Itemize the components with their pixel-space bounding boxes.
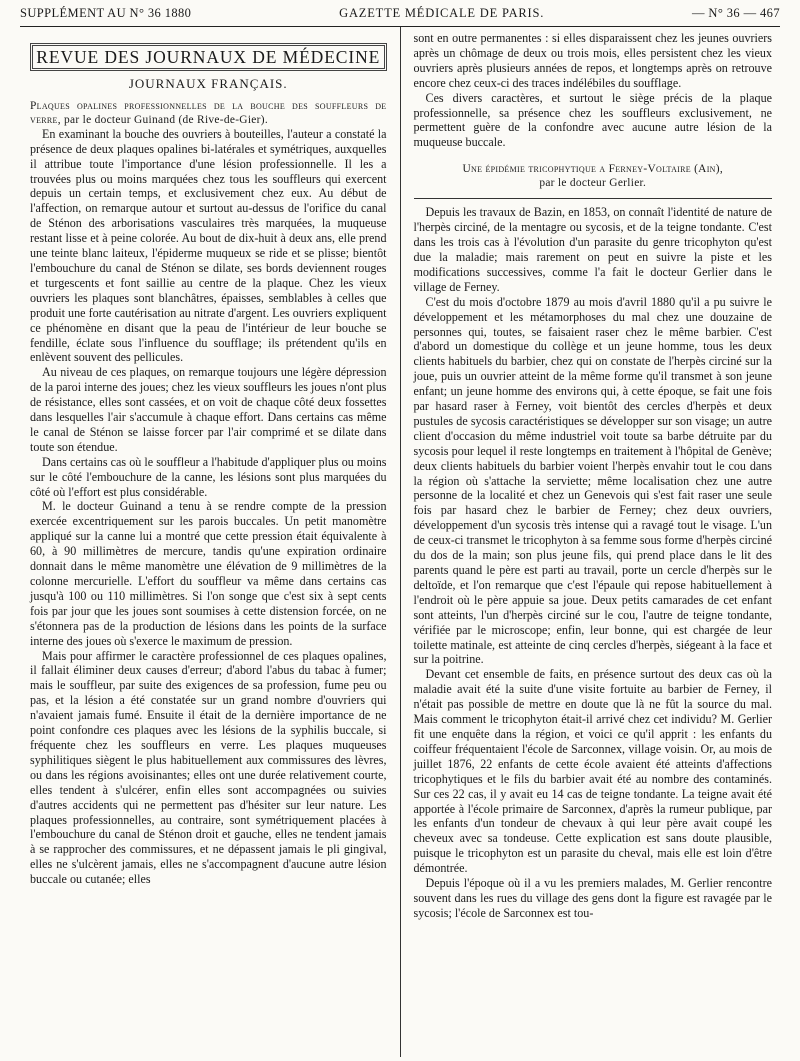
running-head <box>20 0 780 27</box>
article-separator <box>414 198 773 199</box>
section-masthead <box>30 43 387 71</box>
left-column <box>20 27 400 1057</box>
article-title-guinand <box>30 99 387 127</box>
article-author: par le docteur Guinand (de Rive-de-Gier). <box>60 113 268 126</box>
paragraph: C'est du mois d'octobre 1879 au mois d'avril 1880 qu'il a pu suivre le développement et les métamorphoses du mal chez une douzaine de personnes qui, toutes, se faisaient raser chez le même barbier. C'est d'abord un domestique du collège et un jeune homme, tous les deux clients habituels du barbier, chez qui on constate de l'herpès circiné sur la joue, puis un ouvrier atteint de la même forme qu'il transmet à son jeune enfant; un jeune homme des environs qui, à cette époque, se fait une fois par hasard raser à Ferney, voit bientôt des cercles d'herpès et deux pustules de sycosis caractéristiques se développer sur son visage; un autre client d'occasion du même industriel voit toute sa barbe détruite par du sycosis pour lequel il reste longtemps en traitement à l'hôpital de Genève; deux clients habituels du barbier voient l'herpès envahir tout le cou dans la région où s'attache la serviette; même localisation chez une autre personne de la localité et chez un Genevois qui s'est fait raser une seule fois par hasard chez le barbier de Ferney; chez deux ouvriers, développement d'un sycosis très intense qui a ravagé tout le visage. L'un de ceux-ci transmet le tricophyton à sa femme sous forme d'herpès circiné du dos de la main; son plus jeune fils, qui prend place dans le lit des parents quand le père est parti au travail, porte un cercle d'herpès sur le deltoïde, et l'on remarque que c'est l'épaule qui repose habituellement à l'endroit où le père appuie sa joue. Deux petits camarades de cet enfant sont atteints, l'un d'herpès circiné sur le cou, l'autre de teigne tondante, vérifiée par le microscope; enfin, leur bonne, qui est chargée de leur toilette matinale, est atteinte de cinq cercles d'herpès, siégeant à la face et sur la poitrine. <box>413 294 772 667</box>
article-title-text: Plaques opalines professionnelles de la bouche des souffleurs de verre, <box>30 99 387 126</box>
header-page-number: — N° 36 — 467 <box>692 5 780 20</box>
header-title: GAZETTE MÉDICALE DE PARIS. <box>339 5 545 20</box>
paragraph: Mais pour affirmer le caractère professionnel de ces plaques opalines, il fallait éliminer deux causes d'erreur; d'abord l'abus du tabac à fumer; mais le souffleur, par suite des exigences de sa profession, fume peu ou pas, et la lésion a été constatée sur un grand nombre d'ouvriers qui n'avaient jamais fumé. Ensuite il était de la dernière importance de ne point confondre ces plaques avec les lésions de la syphilis buccale, si fréquente chez les souffleurs en verre. Les plaques muqueuses syphilitiques siègent le plus habituellement aux commissures des lèvres, ou dans les régions avoisinantes; elles ont une durée relativement courte, elles tendent à s'ulcérer, enfin elles sont accompagnées ou suivies d'autres accidents qui ne permettent pas d'hésiter sur leur nature. Les plaques professionnelles, au contraire, sont symétriquement placées à l'embouchure du canal de Sténon droit et gauche, elles ne tendent jamais à se rapprocher des commissures, et ne dépassent jamais le pli gingival, elles ne s'ulcèrent jamais, elles ne s'accompagnent d'aucune autre lésion buccale ou cutanée; elles <box>30 648 387 887</box>
paragraph: Ces divers caractères, et surtout le siège précis de la plaque professionnelle, sa présence chez les souffleurs exclusivement, ne permettent guère de la confondre avec aucune autre lésion de la muqueuse buccale. <box>413 90 772 150</box>
section-subheading: JOURNAUX FRANÇAIS. <box>128 75 288 91</box>
paragraph: M. le docteur Guinand a tenu à se rendre compte de la pression exercée excentriquement sur les parois buccales. Un petit manomètre appliqué sur la canne lui a montré que cette pression était équivalente à 60, à 90 millimètres de mercure, tandis qu'une expiration ordinaire donnait dans le même manomètre une élévation de 9 millimètres de la colonne mercurielle. L'effort du souffleur va même dans certains cas jusqu'à 100 ou 110 millimètres. Si l'on songe que c'est six à sept cents fois par jour que les joues sont soumises à cette distension forcée, on ne s'étonnera pas de la production de lésions dans les points de la surface interne des joues où s'exerce le maximum de pression. <box>30 499 387 648</box>
two-column-body <box>20 27 780 1057</box>
article-title-text: Une épidémie tricophytique a Ferney-Voltaire (Ain), <box>462 163 723 176</box>
paragraph: En examinant la bouche des ouvriers à bouteilles, l'auteur a constaté la présence de deux plaques opalines bi-latérales et symétriques, auxquelles il attribue toute l'importance d'une lésion professionnelle. Il les a trouvées plus ou moins marquées chez tous les souffleurs qui exercent depuis un certain temps, et exclusivement chez eux. Au début de l'affection, on remarque autour et surtout au-dessus de l'orifice du canal de Sténon des arborisations vasculaires très marquées, la muqueuse restant lisse et à peine colorée. Au bout de dix-huit à deux ans, elle prend une teinte blanc laiteux, l'épiderme muqueux se ride et se plisse; bientôt l'embouchure du canal de Sténon se dilate, ses bords deviennent rouges et turgescents et font saillie au centre de la plaque. Chez les vieux ouvriers les plaques sont blanchâtres, épaisses, semblables à celles que produit une forte cautérisation au nitrate d'argent. Les ouvriers expliquent ce phénomène en disant que la peau de l'intérieur de leur bouche se fendille, éclate sous l'influence du soufflage; ils prétendent qu'ils en enlèvent souvent des pellicules. <box>30 126 387 365</box>
paragraph: Devant cet ensemble de faits, en présence surtout des deux cas où la maladie avait été la suite d'une visite fortuite au barbier de Ferney, il n'était pas possible de mettre en doute que là ne fût la source du mal. Mais comment le tricophyton était-il arrivé chez cet individu? M. Gerlier fit une enquête dans la région, et voici ce qu'il apprit : les enfants du coiffeur fréquentaient l'école de Sarconnex, village voisin. Or, au mois de juillet 1876, 22 enfants de cette école avaient été atteints d'affections tricophytiques et le fils du barbier avait été au nombre des contaminés. Sur ces 22 cas, il y avait eu 14 cas de teigne tondante. La teigne avait été apportée à l'école primaire de Sarconnex, d'après la rumeur publique, par les enfants d'un tondeur de chevaux à qui leur père avait coupé les cheveux avec sa tondeuse. Cette explication est sans doute plausible, puisque le tricophyton est un parasite du cheval, mais elle est loin d'être démontrée. <box>413 667 772 876</box>
header-left: SUPPLÉMENT AU N° 36 1880 <box>20 5 192 20</box>
masthead-title: REVUE DES JOURNAUX DE MÉDECINE <box>32 45 385 69</box>
right-column <box>401 27 781 1057</box>
paragraph: Depuis l'époque où il a vu les premiers malades, M. Gerlier rencontre souvent dans les rues du village des gens dont la figure est ravagée par le sycosis; l'école de Sarconnex est tou- <box>413 876 772 920</box>
article-author: par le docteur Gerlier. <box>539 177 647 190</box>
paragraph: Dans certains cas où le souffleur a l'habitude d'appliquer plus ou moins sur le côté l'embouchure de la canne, les lésions sont plus marquées du côté où l'effort est plus considérable. <box>30 454 387 499</box>
paragraph: Depuis les travaux de Bazin, en 1853, on connaît l'identité de nature de l'herpès circiné, de la mentagre ou sycosis, et de la teigne tondante. C'est dans les trois cas à l'évolution d'un parasite du genre tricophyton qu'est due la maladie; mais rarement on peut en suivre la piste et les modifications successives, comme l'a fait le docteur Gerlier dans le village de Ferney. <box>413 205 772 294</box>
article-title-gerlier <box>414 162 773 190</box>
paragraph: Au niveau de ces plaques, on remarque toujours une légère dépression de la paroi interne des joues; chez les vieux souffleurs les joues n'ont plus de résistance, elles sont cassées, et on voit de chaque côté deux fossettes dans lesquelles l'air s'accumule à chaque effort. Dans certains cas même le canal de Sténon se laisse forcer par l'air comprimé et se dilate dans toute son étendue. <box>30 365 387 454</box>
paragraph-continued: sont en outre permanentes : si elles disparaissent chez les jeunes ouvriers après un chômage de deux ou trois mois, elles persistent chez les vieux ouvriers après plusieurs années de repos, et longtemps après on retrouve encore chez ceux-ci des traces indélébiles du soufflage. <box>413 31 772 90</box>
